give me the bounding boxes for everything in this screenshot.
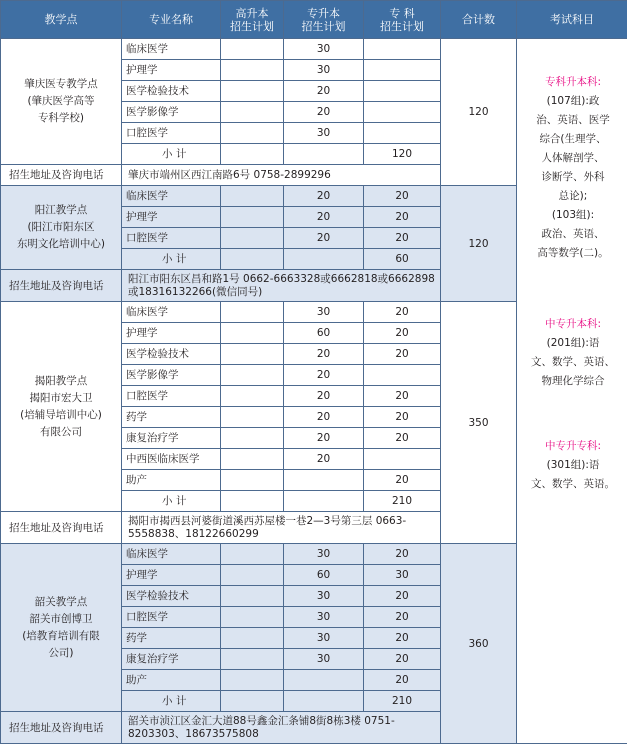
zhuanke-value: 20: [364, 544, 441, 565]
zhuanke-value: [364, 81, 441, 102]
zhuanshengben-value: 30: [284, 607, 364, 628]
major-name: 口腔医学: [122, 228, 221, 249]
exam-text-line: 诊断学、外科: [527, 168, 619, 187]
address-label: 招生地址及咨询电话: [1, 512, 122, 544]
major-name: 护理学: [122, 207, 221, 228]
header-gaoshengben: 高升本 招生计划: [221, 1, 284, 39]
zhuanke-value: 20: [364, 207, 441, 228]
site-total: 120: [441, 186, 517, 302]
zhuanshengben-value: [284, 470, 364, 491]
zhuanshengben-value: 20: [284, 365, 364, 386]
address-text: 揭阳市揭西县河婆街道溪西苏屋楼一巷2—3号第三层 0663-5558838、18122660299: [122, 512, 441, 544]
zhuanshengben-value: 30: [284, 586, 364, 607]
gaoshengben-value: [221, 186, 284, 207]
site-name-line: 有限公司: [7, 424, 115, 441]
zhuanke-value: 20: [364, 649, 441, 670]
major-name: 康复治疗学: [122, 649, 221, 670]
gaoshengben-value: [221, 649, 284, 670]
gaoshengben-value: [221, 565, 284, 586]
major-name: 药学: [122, 407, 221, 428]
address-text: 韶关市浈江区金汇大道88号鑫金汇条铺8街8栋3楼 0751-8203303、18673575808: [122, 712, 441, 744]
gaoshengben-value: [221, 102, 284, 123]
major-name: 助产: [122, 670, 221, 691]
major-name: 护理学: [122, 323, 221, 344]
major-name: 口腔医学: [122, 607, 221, 628]
address-text: 肇庆市端州区西江南路6号 0758-2899296: [122, 165, 441, 186]
zhuanshengben-value: 20: [284, 344, 364, 365]
site-name-line: 韶关教学点: [7, 594, 115, 611]
header-zhuanke: 专 科 招生计划: [364, 1, 441, 39]
gaoshengben-value: [221, 81, 284, 102]
zhuanshengben-value: 20: [284, 207, 364, 228]
subtotal-gaoshengben: [284, 249, 364, 270]
site-name-line: 公司): [7, 645, 115, 662]
site-name-cell: [1, 302, 122, 512]
header-major: 专业名称: [122, 1, 221, 39]
zhuanshengben-value: 30: [284, 302, 364, 323]
major-name: 助产: [122, 470, 221, 491]
exam-text-line: 治、英语、医学: [527, 111, 619, 130]
subtotal-major-blank: [221, 491, 284, 512]
exam-text-line: 人体解剖学、: [527, 149, 619, 168]
zhuanke-value: 20: [364, 323, 441, 344]
zhuanke-value: [364, 365, 441, 386]
exam-text-line: 文、数学、英语。: [527, 475, 619, 494]
gaoshengben-value: [221, 302, 284, 323]
exam-title-zzb: 中专升本科:: [527, 315, 619, 334]
gaoshengben-value: [221, 207, 284, 228]
address-label: 招生地址及咨询电话: [1, 270, 122, 302]
major-name: 护理学: [122, 565, 221, 586]
table-row: [1, 39, 627, 60]
header-total: 合计数: [441, 1, 517, 39]
zhuanke-value: 20: [364, 344, 441, 365]
site-name-line: 肇庆医专教学点: [7, 76, 115, 93]
major-name: 药学: [122, 628, 221, 649]
gaoshengben-value: [221, 228, 284, 249]
gaoshengben-value: [221, 586, 284, 607]
zhuanshengben-value: 30: [284, 60, 364, 81]
subtotal-major-blank: [221, 691, 284, 712]
site-name-cell: [1, 39, 122, 165]
zhuanshengben-value: 20: [284, 81, 364, 102]
major-name: 护理学: [122, 60, 221, 81]
site-name-line: (阳江市阳东区: [7, 219, 115, 236]
zhuanshengben-value: 30: [284, 123, 364, 144]
exam-text-line: (201组):语: [527, 334, 619, 353]
major-name: 临床医学: [122, 39, 221, 60]
zhuanke-value: 20: [364, 470, 441, 491]
gaoshengben-value: [221, 428, 284, 449]
gaoshengben-value: [221, 449, 284, 470]
site-name-line: 韶关市创博卫: [7, 611, 115, 628]
exam-text-line: 综合(生理学、: [527, 130, 619, 149]
zhuanke-value: 20: [364, 607, 441, 628]
gaoshengben-value: [221, 323, 284, 344]
zhuanshengben-value: 30: [284, 628, 364, 649]
gaoshengben-value: [221, 544, 284, 565]
exam-text-line: 总论);: [527, 187, 619, 206]
major-name: 中西医临床医学: [122, 449, 221, 470]
zhuanke-value: [364, 449, 441, 470]
zhuanke-value: 30: [364, 565, 441, 586]
subtotal-label: 小 计: [122, 491, 221, 512]
zhuanke-value: [364, 102, 441, 123]
gaoshengben-value: [221, 386, 284, 407]
subtotal-major-blank: [221, 249, 284, 270]
zhuanshengben-value: [284, 670, 364, 691]
subtotal-major-blank: [221, 144, 284, 165]
subtotal-zhuanshengben: 120: [364, 144, 441, 165]
site-name-cell: [1, 544, 122, 712]
zhuanke-value: 20: [364, 407, 441, 428]
gaoshengben-value: [221, 344, 284, 365]
zhuanke-value: 20: [364, 670, 441, 691]
site-name-line: 揭阳市宏大卫: [7, 390, 115, 407]
subtotal-label: 小 计: [122, 691, 221, 712]
site-name-line: 专科学校): [7, 110, 115, 127]
major-name: 医学检验技术: [122, 586, 221, 607]
site-name-line: (培教育培训有限: [7, 628, 115, 645]
exam-title-zsb: 专科升本科:: [527, 73, 619, 92]
major-name: 医学影像学: [122, 365, 221, 386]
gaoshengben-value: [221, 407, 284, 428]
zhuanke-value: 20: [364, 428, 441, 449]
site-name-line: 阳江教学点: [7, 202, 115, 219]
zhuanshengben-value: 20: [284, 386, 364, 407]
zhuanshengben-value: 20: [284, 186, 364, 207]
exam-text-line: 物理化学综合: [527, 372, 619, 391]
gaoshengben-value: [221, 628, 284, 649]
exam-text-line: (301组):语: [527, 456, 619, 475]
subtotal-label: 小 计: [122, 144, 221, 165]
header-zhuanshengben: 专升本 招生计划: [284, 1, 364, 39]
site-name-line: (培辅导培训中心): [7, 407, 115, 424]
zhuanshengben-value: 20: [284, 449, 364, 470]
zhuanke-value: 20: [364, 628, 441, 649]
address-label: 招生地址及咨询电话: [1, 712, 122, 744]
zhuanke-value: 20: [364, 386, 441, 407]
exam-subjects-cell: [517, 39, 627, 744]
zhuanshengben-value: 30: [284, 544, 364, 565]
zhuanke-value: [364, 123, 441, 144]
exam-text-line: (107组):政: [527, 92, 619, 111]
subtotal-zhuanshengben: 60: [364, 249, 441, 270]
subtotal-zhuanshengben: 210: [364, 491, 441, 512]
zhuanke-value: 20: [364, 186, 441, 207]
major-name: 医学影像学: [122, 102, 221, 123]
zhuanshengben-value: 60: [284, 323, 364, 344]
zhuanshengben-value: 20: [284, 407, 364, 428]
zhuanshengben-value: 30: [284, 649, 364, 670]
subtotal-gaoshengben: [284, 691, 364, 712]
site-total: 360: [441, 544, 517, 744]
gaoshengben-value: [221, 470, 284, 491]
zhuanke-value: [364, 39, 441, 60]
zhuanshengben-value: 20: [284, 428, 364, 449]
site-total: 350: [441, 302, 517, 544]
site-name-line: 东明文化培训中心): [7, 236, 115, 253]
gaoshengben-value: [221, 670, 284, 691]
zhuanshengben-value: 60: [284, 565, 364, 586]
major-name: 临床医学: [122, 544, 221, 565]
subtotal-zhuanshengben: 210: [364, 691, 441, 712]
gaoshengben-value: [221, 365, 284, 386]
site-name-line: (肇庆医学高等: [7, 93, 115, 110]
major-name: 医学检验技术: [122, 81, 221, 102]
subtotal-gaoshengben: [284, 491, 364, 512]
zhuanshengben-value: 20: [284, 102, 364, 123]
site-name-line: 揭阳教学点: [7, 373, 115, 390]
major-name: 口腔医学: [122, 123, 221, 144]
major-name: 康复治疗学: [122, 428, 221, 449]
gaoshengben-value: [221, 60, 284, 81]
major-name: 医学检验技术: [122, 344, 221, 365]
address-text: 阳江市阳东区昌和路1号 0662-6663328或6662818或6662898或18316132266(微信同号): [122, 270, 441, 302]
gaoshengben-value: [221, 607, 284, 628]
major-name: 临床医学: [122, 186, 221, 207]
zhuanshengben-value: 30: [284, 39, 364, 60]
zhuanke-value: 20: [364, 586, 441, 607]
zhuanke-value: [364, 60, 441, 81]
zhuanke-value: 20: [364, 228, 441, 249]
exam-text-line: 政治、英语、: [527, 225, 619, 244]
zhuanshengben-value: 20: [284, 228, 364, 249]
gaoshengben-value: [221, 123, 284, 144]
gaoshengben-value: [221, 39, 284, 60]
exam-text-line: 高等数学(二)。: [527, 244, 619, 263]
major-name: 临床医学: [122, 302, 221, 323]
site-total: 120: [441, 39, 517, 186]
exam-text-line: (103组):: [527, 206, 619, 225]
header-exam: 考试科目: [517, 1, 627, 39]
subtotal-label: 小 计: [122, 249, 221, 270]
site-name-cell: [1, 186, 122, 270]
zhuanke-value: 20: [364, 302, 441, 323]
header-site: 教学点: [1, 1, 122, 39]
subtotal-gaoshengben: [284, 144, 364, 165]
major-name: 口腔医学: [122, 386, 221, 407]
exam-text-line: 文、数学、英语、: [527, 353, 619, 372]
address-label: 招生地址及咨询电话: [1, 165, 122, 186]
header-row: [1, 1, 627, 39]
exam-title-zzk: 中专升专科:: [527, 437, 619, 456]
